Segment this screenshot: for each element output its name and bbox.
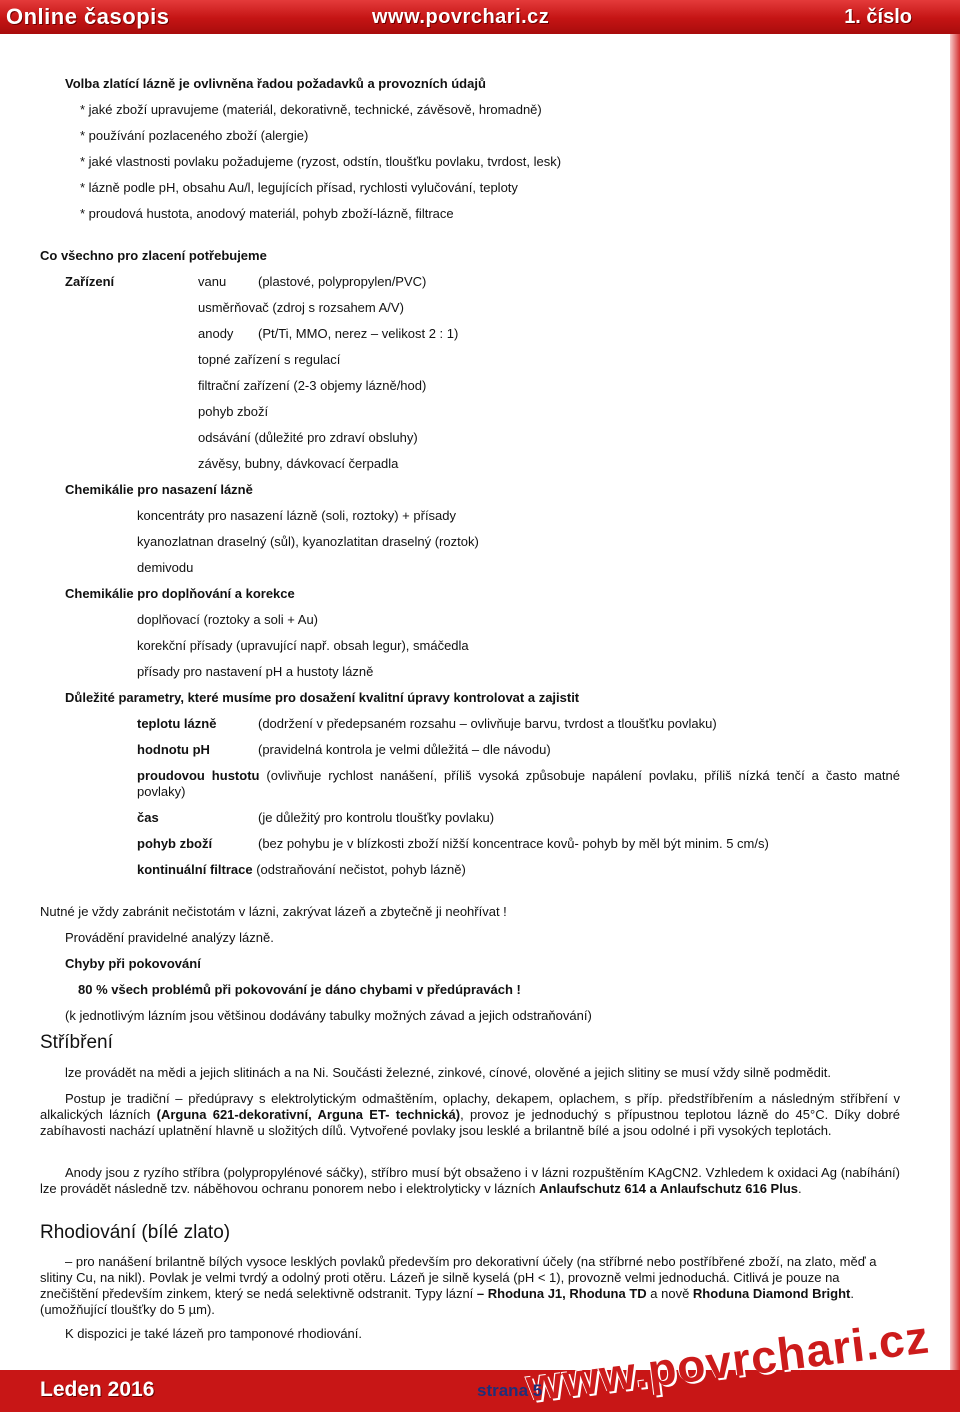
equipment-detail: (plastové, polypropylen/PVC) — [258, 274, 427, 289]
rhodium-paragraph — [40, 1254, 900, 1318]
chem-setup-label: Chemikálie pro nasazení lázně — [65, 482, 253, 497]
silver-paragraph — [40, 1165, 900, 1197]
magazine-title: Online časopis — [6, 4, 170, 29]
equipment-item: anody — [198, 326, 234, 341]
issue-number: 1. číslo — [844, 6, 912, 28]
rhodium-text: – pro nanášení brilantně bílých vysoce lesklých povlaků především pro dekorativní účely (na stříbrné nebo postříbřené zboží, na zlato, měď a slitiny Cu, na nikl). Povlak je velmi tvrdý a odolný proti otěru. Lázeň je silně kyselá (pH < 1), provozně velmi jednoduchá. Citlivá je pouze na znečištění především zinkem, který se nedá selektivně odstranit. Typy lázní — [40, 1254, 877, 1301]
param-key: teplotu lázně — [137, 716, 217, 731]
equipment-item: usměrňovač (zdroj s rozsahem A/V) — [198, 300, 404, 315]
equipment-item: filtrační zařízení (2-3 objemy lázně/hod) — [198, 378, 427, 393]
silver-text: Anody jsou z ryzího stříbra (polypropylénové sáčky), stříbro musí být obsaženo i v lázni rozpuštěním KAgCN2. Vzhledem k oxidaci Ag (nabíhání) lze provádět následně tzv. náběhovou ochranu ponorem nebo i elektrolyticky v lázních — [40, 1165, 900, 1196]
silver-products: (Arguna 621-dekorativní, Arguna ET- technická) — [156, 1107, 461, 1122]
intro-bullet: * proudová hustota, anodový materiál, pohyb zboží-lázně, filtrace — [80, 206, 454, 221]
chem-setup-item: koncentráty pro nasazení lázně (soli, roztoky) + přísady — [137, 508, 457, 523]
rhodium-paragraph: K dispozici je také lázeň pro tamponové rhodiování. — [65, 1326, 363, 1341]
param-key: proudovou hustotu — [137, 768, 260, 783]
silver-products: Anlaufschutz 614 a Anlaufschutz 616 Plus — [539, 1181, 798, 1196]
chem-add-item: přísady pro nastavení pH a hustoty lázně — [137, 664, 374, 679]
silver-heading: Stříbření — [40, 1032, 113, 1053]
silver-paragraph — [40, 1091, 900, 1139]
issue-date: Leden 2016 — [40, 1378, 155, 1401]
param-key: pohyb zboží — [137, 836, 213, 851]
rhodium-products: Rhoduna Diamond Bright — [692, 1286, 851, 1301]
right-edge-stripe — [950, 34, 960, 1370]
rhodium-text: . (umožňující tloušťky do 5 µm). — [40, 1286, 854, 1317]
equipment-item: pohyb zboží — [198, 404, 269, 419]
param-value: (ovlivňuje rychlost nanášení, příliš vysoká způsobuje napálení povlaku, příliš nízká tenčí a často matné povlaky) — [137, 768, 900, 799]
chem-add-item: korekční přísady (upravující např. obsah legur), smáčedla — [137, 638, 469, 653]
param-value: (odstraňování nečistot, pohyb lázně) — [256, 862, 466, 877]
params-title: Důležité parametry, které musíme pro dosažení kvalitní úpravy kontrolovat a zajistit — [65, 690, 580, 705]
chem-setup-item: kyanozlatnan draselný (sůl), kyanozlatitan draselný (roztok) — [137, 534, 479, 549]
website-url[interactable]: www.povrchari.cz — [372, 6, 550, 28]
intro-bullet: * jaké zboží upravujeme (materiál, dekorativně, technické, závěsově, hromadně) — [80, 102, 542, 117]
intro-bullet: * jaké vlastnosti povlaku požadujeme (ryzost, odstín, tloušťku povlaku, tvrdost, lesk) — [80, 154, 562, 169]
website-watermark-logo: www.povrchari.cz — [522, 1310, 932, 1412]
intro-bullet: * používání pozlaceného zboží (alergie) — [80, 128, 309, 143]
param-value: (bez pohybu je v blízkosti zboží nižší koncentrace kovů- pohyb by měl být minim. 5 cm/s) — [258, 836, 769, 851]
param-key: kontinuální filtrace — [137, 862, 253, 877]
chem-setup-item: demivodu — [137, 560, 194, 575]
chem-add-label: Chemikálie pro doplňování a korekce — [65, 586, 295, 601]
needs-title: Co všechno pro zlacení potřebujeme — [40, 248, 267, 263]
defects-note: (k jednotlivým lázním jsou většinou dodávány tabulky možných závad a jejich odstraňování) — [65, 1008, 592, 1023]
param-key: hodnotu pH — [137, 742, 210, 757]
chem-add-item: doplňovací (roztoky a soli + Au) — [137, 612, 319, 627]
defects-title: Chyby při pokovování — [65, 956, 201, 971]
page-number: strana 5 — [477, 1381, 543, 1400]
equipment-item: odsávání (důležité pro zdraví obsluhy) — [198, 430, 418, 445]
rhodium-products: – Rhoduna J1, Rhoduna TD — [476, 1286, 647, 1301]
equipment-label: Zařízení — [65, 274, 115, 289]
silver-text: . — [798, 1181, 802, 1196]
header-band — [0, 0, 960, 34]
param-key: čas — [137, 810, 159, 825]
equipment-item: vanu — [198, 274, 227, 289]
intro-title: Volba zlatící lázně je ovlivněna řadou požadavků a provozních údajů — [65, 76, 486, 91]
param-row-current — [137, 768, 900, 800]
silver-text: Postup je tradiční – předúpravy s elektrolytickým odmaštěním, oplachy, dekapem, oplachem, s příp. předstříbřením a následným stříbření v alkalických lázních — [40, 1091, 900, 1122]
silver-paragraph: lze provádět na mědi a jejich slitinách a na Ni. Součásti železné, zinkové, cínové, olověné a jejich slitiny se musí vždy silně podmědit. — [65, 1065, 831, 1080]
rhodium-text: a nově — [646, 1286, 693, 1301]
equipment-item: závěsy, bubny, dávkovací čerpadla — [198, 456, 399, 471]
param-value: (dodržení v předepsaném rozsahu – ovlivňuje barvu, tvrdost a tloušťku povlaku) — [258, 716, 717, 731]
silver-text: , provoz je jednoduchý s přípustnou teplotou lázně do 45°C. Díky dobré zabíhavosti nachází uplatnění hlavně u složitých dílů. Vytvořené povlaky jsou lesklé a brilantně bílé a jsou odolné i při vysokých teplotách. — [40, 1107, 900, 1138]
defects-statement: 80 % všech problémů při pokovování je dáno chybami v předúpravách ! — [78, 982, 521, 997]
param-value: (je důležitý pro kontrolu tloušťky povlaku) — [258, 810, 495, 825]
rhodium-heading: Rhodiování (bílé zlato) — [40, 1222, 231, 1243]
intro-bullet: * lázně podle pH, obsahu Au/l, legujících přísad, rychlosti vylučování, teploty — [80, 180, 518, 195]
equipment-detail: (Pt/Ti, MMO, nerez – velikost 2 : 1) — [258, 326, 459, 341]
equipment-item: topné zařízení s regulací — [198, 352, 341, 367]
param-row-filtration — [137, 862, 466, 878]
note-line: Provádění pravidelné analýzy lázně. — [65, 930, 274, 945]
param-value: (pravidelná kontrola je velmi důležitá – dle návodu) — [258, 742, 551, 757]
note-line: Nutné je vždy zabránit nečistotám v lázni, zakrývat lázeň a zbytečně ji neohřívat ! — [40, 904, 507, 919]
